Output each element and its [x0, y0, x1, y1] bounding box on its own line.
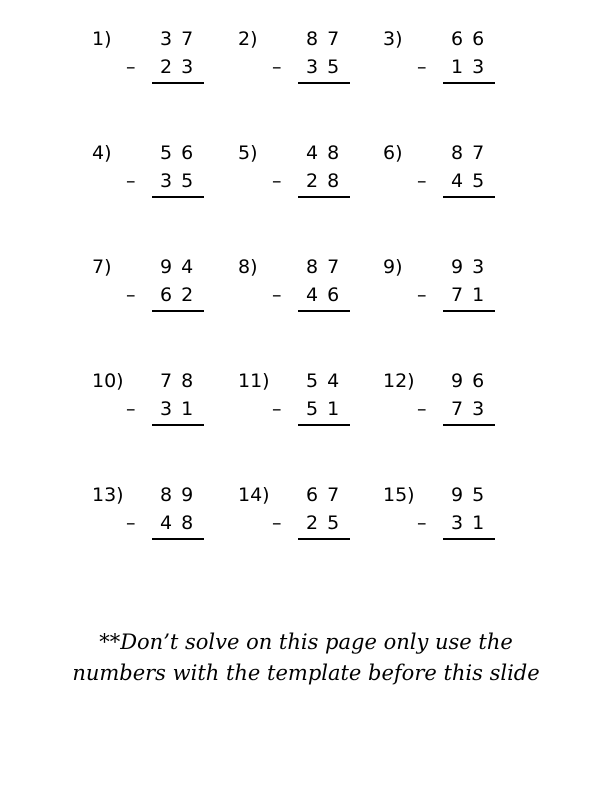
subtrahend: 25 — [306, 512, 349, 534]
answer-line — [443, 424, 495, 426]
answer-line — [443, 310, 495, 312]
minus-sign: – — [272, 284, 282, 306]
minus-sign: – — [126, 284, 136, 306]
subtrahend: 23 — [160, 56, 203, 78]
minus-sign: – — [417, 56, 427, 78]
problem-5 — [238, 142, 368, 202]
problem-number: 13) — [92, 484, 124, 506]
minus-sign: – — [272, 398, 282, 420]
subtrahend: 71 — [451, 284, 494, 306]
minus-sign: – — [126, 170, 136, 192]
problem-12 — [383, 370, 513, 430]
problem-8 — [238, 256, 368, 316]
answer-line — [152, 538, 204, 540]
minus-sign: – — [126, 512, 136, 534]
minuend: 66 — [451, 28, 494, 50]
answer-line — [152, 196, 204, 198]
problem-number: 11) — [238, 370, 270, 392]
problem-6 — [383, 142, 513, 202]
problem-4 — [92, 142, 222, 202]
minus-sign: – — [417, 170, 427, 192]
minus-sign: – — [272, 512, 282, 534]
answer-line — [298, 424, 350, 426]
problem-1 — [92, 28, 222, 88]
problem-number: 14) — [238, 484, 270, 506]
problem-number: 10) — [92, 370, 124, 392]
problem-number: 4) — [92, 142, 112, 164]
minuend: 87 — [306, 256, 349, 278]
minuend: 87 — [306, 28, 349, 50]
problem-number: 2) — [238, 28, 258, 50]
minuend: 96 — [451, 370, 494, 392]
minuend: 78 — [160, 370, 203, 392]
subtrahend: 45 — [451, 170, 494, 192]
minuend: 37 — [160, 28, 203, 50]
problem-number: 6) — [383, 142, 403, 164]
minuend: 94 — [160, 256, 203, 278]
minus-sign: – — [417, 512, 427, 534]
problem-number: 12) — [383, 370, 415, 392]
minus-sign: – — [126, 56, 136, 78]
subtrahend: 28 — [306, 170, 349, 192]
minus-sign: – — [417, 398, 427, 420]
problem-13 — [92, 484, 222, 544]
problem-number: 3) — [383, 28, 403, 50]
answer-line — [298, 538, 350, 540]
subtrahend: 13 — [451, 56, 494, 78]
minus-sign: – — [417, 284, 427, 306]
minuend: 93 — [451, 256, 494, 278]
problem-14 — [238, 484, 368, 544]
minus-sign: – — [272, 170, 282, 192]
answer-line — [443, 538, 495, 540]
minuend: 87 — [451, 142, 494, 164]
answer-line — [152, 424, 204, 426]
subtrahend: 35 — [306, 56, 349, 78]
subtrahend: 46 — [306, 284, 349, 306]
problem-number: 15) — [383, 484, 415, 506]
minus-sign: – — [126, 398, 136, 420]
answer-line — [298, 82, 350, 84]
subtrahend: 31 — [160, 398, 203, 420]
subtrahend: 48 — [160, 512, 203, 534]
minuend: 56 — [160, 142, 203, 164]
problem-number: 9) — [383, 256, 403, 278]
problem-2 — [238, 28, 368, 88]
subtrahend: 62 — [160, 284, 203, 306]
problem-15 — [383, 484, 513, 544]
minuend: 89 — [160, 484, 203, 506]
problem-9 — [383, 256, 513, 316]
minus-sign: – — [272, 56, 282, 78]
subtrahend: 51 — [306, 398, 349, 420]
answer-line — [443, 196, 495, 198]
answer-line — [298, 310, 350, 312]
minuend: 95 — [451, 484, 494, 506]
problem-number: 1) — [92, 28, 112, 50]
problem-11 — [238, 370, 368, 430]
problem-number: 5) — [238, 142, 258, 164]
subtrahend: 31 — [451, 512, 494, 534]
problem-number: 7) — [92, 256, 112, 278]
problem-7 — [92, 256, 222, 316]
answer-line — [152, 310, 204, 312]
minuend: 54 — [306, 370, 349, 392]
answer-line — [152, 82, 204, 84]
problem-3 — [383, 28, 513, 88]
instruction-note: **Don’t solve on this page only use the numbers with the template before this slide — [72, 630, 540, 685]
minuend: 48 — [306, 142, 349, 164]
minuend: 67 — [306, 484, 349, 506]
answer-line — [298, 196, 350, 198]
answer-line — [443, 82, 495, 84]
problem-10 — [92, 370, 222, 430]
problem-number: 8) — [238, 256, 258, 278]
subtrahend: 35 — [160, 170, 203, 192]
subtrahend: 73 — [451, 398, 494, 420]
